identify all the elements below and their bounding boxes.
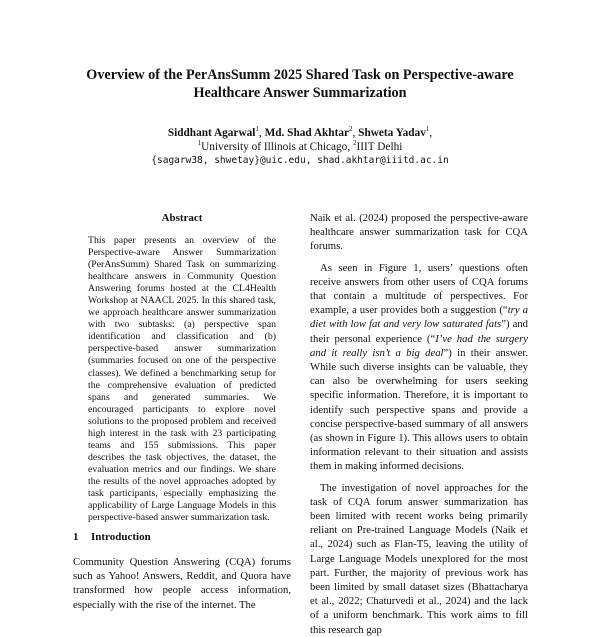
author-name: Md. Shad Akhtar [264, 127, 350, 139]
author-affil-mark: 1 [255, 125, 259, 134]
section-heading-introduction [73, 531, 151, 543]
text-run: ”) in their answer. While such diverse insights can be valuable, they can also be overwhelming for users seeking specific information. Therefore, it is important to identify such perspective spans and provide a concise perspective-based summary of all answers (as shown in Figure 1). This allows users to obtain information relevant to their situation and assists them in making informed decisions. [310, 346, 528, 473]
paragraph: Naik et al. (2024) proposed the perspective-aware healthcare answer summarization task for CQA forums. [310, 212, 528, 253]
abstract-body: This paper presents an overview of the Perspective-aware Answer Summarization (PerAnsSumm) Shared Task on summarizing healthcare answers in Community Question Answering forums hosted at the CL4Health Workshop at NAACL 2025. In this shared task, we approach healthcare answer summarization with two subtasks: (a) perspective span identification and classification and (b) perspective-based answer summarization (summaries focused on one of the perspective classes). We defined a benchmarking setup for the comprehensive evaluation of predicted spans and generated summaries. We encouraged participants to explore novel solutions to the proposed problem and received high interest in the task with 23 participating teams and 155 submissions. This paper describes the task objectives, the dataset, the evaluation metrics and our findings. We share the results of the novel approaches adopted by task participants, especially emphasizing the applicability of Large Language Models in this perspective-based answer summarization task. [88, 235, 276, 524]
affiliations [60, 140, 540, 154]
author-name: Shweta Yadav [358, 127, 426, 139]
affiliation-uic: University of Illinois at Chicago, [201, 141, 353, 153]
introduction-paragraph: Community Question Answering (CQA) forums such as Yahoo! Answers, Reddit, and Quora have transformed how people access information, especially with the rise of the internet. The [73, 556, 291, 611]
author-name: Siddhant Agarwal [167, 127, 256, 139]
affil-mark-2: 2 [352, 139, 357, 148]
abstract-heading: Abstract [161, 212, 203, 224]
author-list: Siddhant Agarwal$^1$, Md. Shad Akhtar$^2$, Shweta Yadav$^1$, [167, 125, 433, 139]
quoted-suggestion: try a diet with low fat and very low saturated fats [310, 304, 529, 331]
author-block [60, 126, 540, 168]
quoted-experience: I’ve had the surgery and it really isn’t a big deal [310, 332, 529, 359]
author-affil-mark: 1 [425, 125, 430, 134]
right-column-text [310, 211, 528, 637]
author-affil-mark: 2 [349, 125, 353, 134]
section-title: Introduction [91, 531, 151, 543]
text-run: As seen in Figure 1, users’ questions often receive answers from other users of CQA forums that contain a multitude of perspectives. For example, a user provides both a suggestion (“ [310, 261, 528, 317]
paragraph [310, 261, 528, 474]
affiliation-iiitd: IIIT Delhi [356, 141, 403, 153]
author-emails: {sagarw38, shwetay}@uic.edu, shad.akhtar@iiitd.ac.in [151, 155, 449, 166]
paragraph: The investigation of novel approaches for the task of CQA forum answer summarization has been limited with recent works being primarily reliant on Pre-trained Language Models (Naik et al., 2024) such as Flan-T5, leaving the utility of Large Language Models unexplored for the most part. Further, the majority of previous work has been limited by small dataset sizes (Bhattacharya et al., 2022; Chaturvedi et al., 2024) and the lack of a uniform benchmark. This work aims to fill this research gap [310, 481, 528, 636]
affil-mark-1: 1 [197, 139, 202, 148]
text-run: ”) and their personal experience (“ [310, 318, 528, 345]
section-number: 1 [73, 531, 79, 543]
paper-title: Overview of the PerAnsSumm 2025 Shared Task on Perspective-aware Healthcare Answer Summarization [86, 67, 514, 101]
